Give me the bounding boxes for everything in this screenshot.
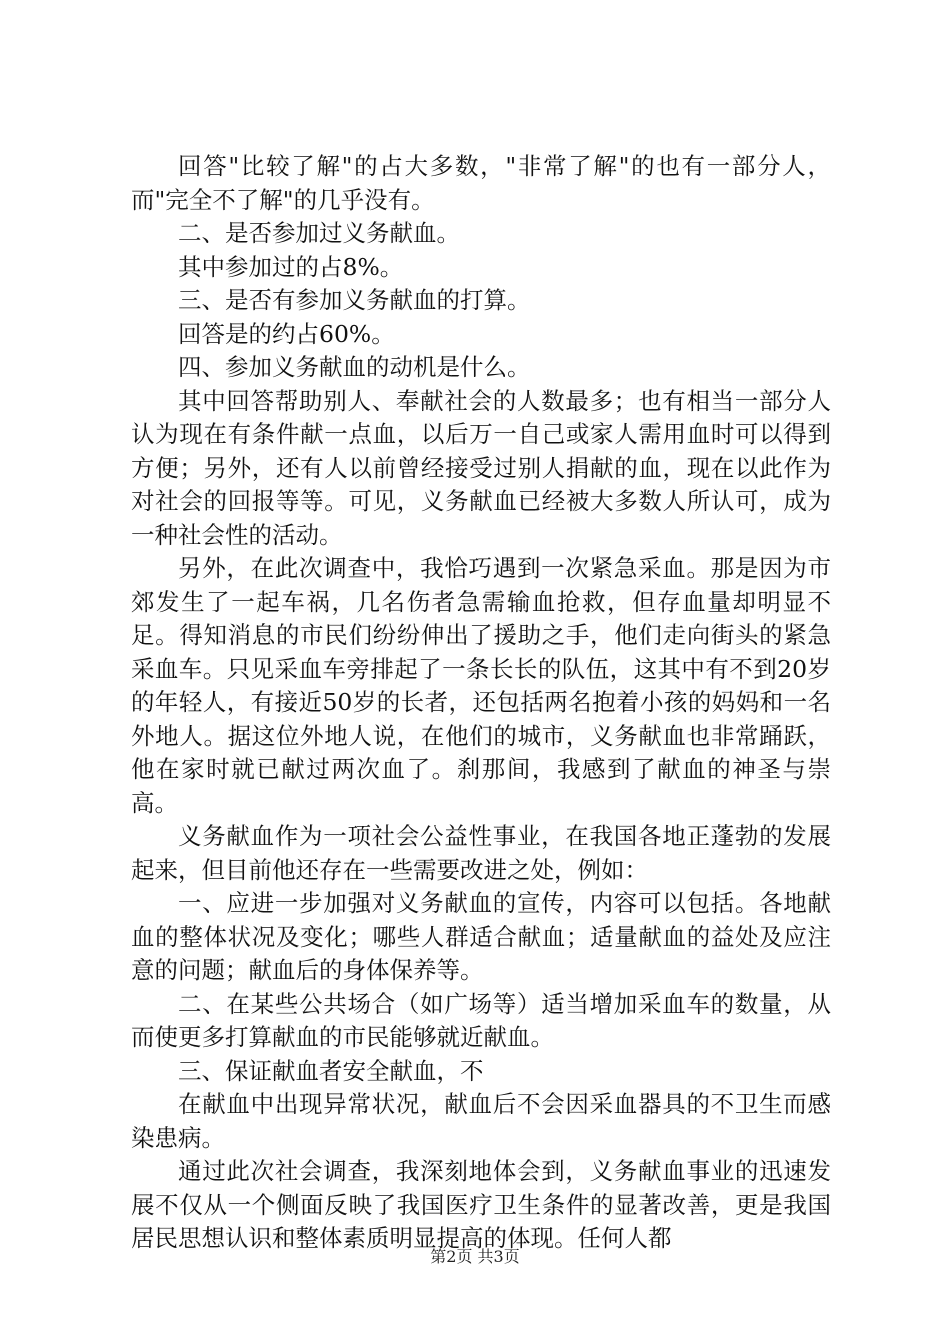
paragraph: 通过此次社会调查，我深刻地体会到，义务献血事业的迅速发展不仅从一个侧面反映了我国医疗卫生条件的显著改善，更是我国居民思想认识和整体素质明显提高的体现。任何人都: [131, 1157, 831, 1252]
paragraph: 在献血中出现异常状况，献血后不会因采血器具的不卫生而感染患病。: [131, 1090, 831, 1152]
paragraph: 其中回答帮助别人、奉献社会的人数最多；也有相当一部分人认为现在有条件献一点血，以后万一自己或家人需用血时可以得到方便；另外，还有人以前曾经接受过别人捐献的血，现在以此作为对社会的回报等等。可见，义务献血已经被大多数人所认可，成为一种社会性的活动。: [131, 386, 831, 549]
page-number-footer: 第2页 共3页: [430, 1247, 520, 1266]
document-body: [131, 150, 831, 1256]
paragraph: 其中参加过的占8%。: [178, 252, 404, 281]
paragraph: 另外，在此次调查中，我恰巧遇到一次紧急采血。那是因为市郊发生了一起车祸，几名伤者急需输血抢救，但存血量却明显不足。得知消息的市民们纷纷伸出了援助之手，他们走向街头的紧急采血车。只见采血车旁排起了一条长长的队伍，这其中有不到20岁的年轻人，有接近50岁的长者，还包括两名抱着小孩的妈妈和一名外地人。据这位外地人说，在他们的城市，义务献血也非常踊跃，他在家时就已献过两次血了。刹那间，我感到了献血的神圣与崇高。: [131, 554, 831, 817]
paragraph: 一、应进一步加强对义务献血的宣传，内容可以包括。各地献血的整体状况及变化；哪些人群适合献血；适量献血的益处及应注意的问题；献血后的身体保养等。: [131, 889, 831, 984]
paragraph: 回答是的约占60%。: [178, 319, 395, 348]
paragraph: 义务献血作为一项社会公益性事业，在我国各地正蓬勃的发展起来，但目前他还存在一些需要改进之处，例如：: [131, 822, 831, 884]
paragraph: 回答"比较了解"的占大多数，"非常了解"的也有一部分人，而"完全不了解"的几乎没有。: [131, 152, 831, 214]
paragraph: 三、保证献血者安全献血，不: [178, 1056, 484, 1085]
paragraph: 三、是否有参加义务献血的打算。: [178, 286, 531, 314]
paragraph: 二、在某些公共场合（如广场等）适当增加采血车的数量，从而使更多打算献血的市民能够就近献血。: [131, 989, 831, 1051]
paragraph: 二、是否参加过义务献血。: [178, 219, 460, 247]
paragraph: 四、参加义务献血的动机是什么。: [178, 353, 531, 381]
